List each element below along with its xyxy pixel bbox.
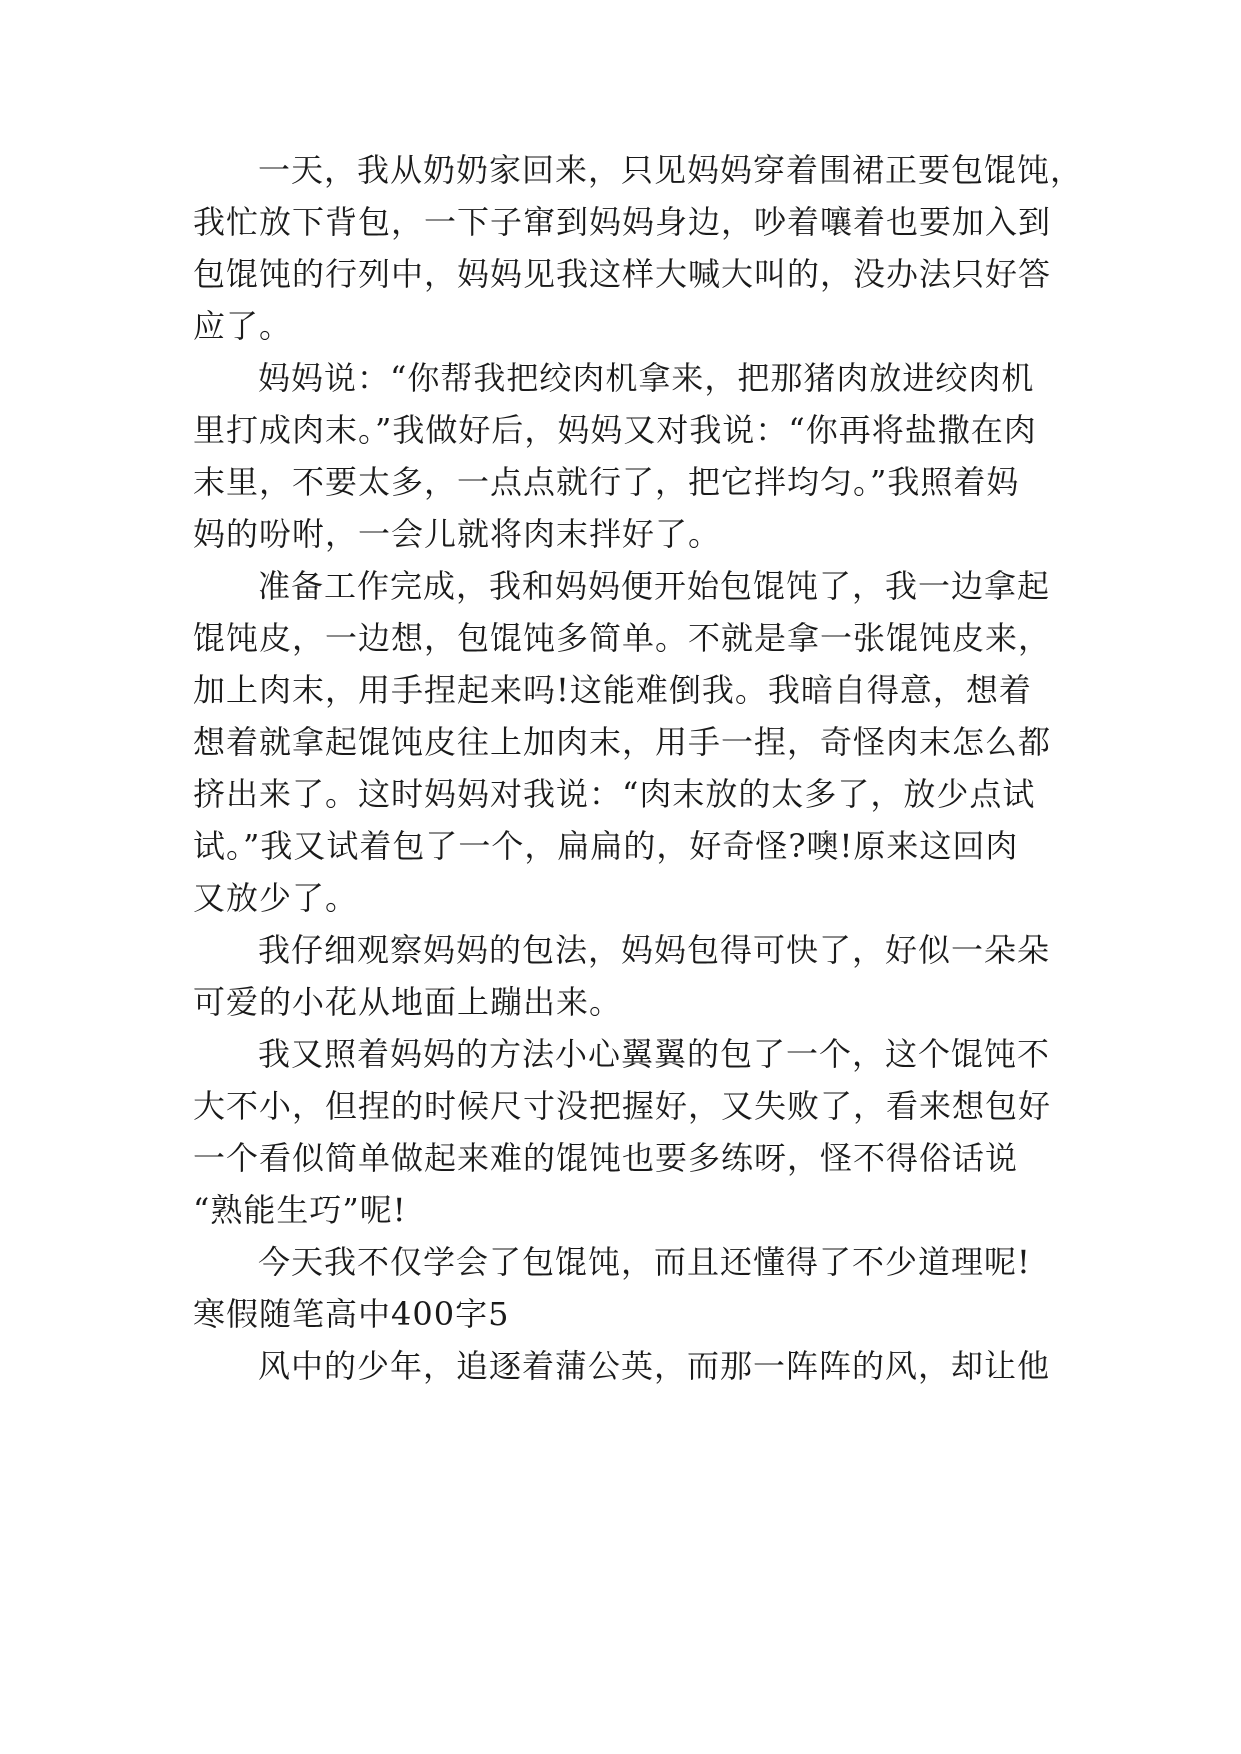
text-line: 一个看似简单做起来难的馄饨也要多练呀，怪不得俗话说 [193,1139,1019,1177]
text-line: 又放少了。 [193,879,359,917]
text-line: 想着就拿起馄饨皮往上加肉末，用手一捏，奇怪肉末怎么都 [193,723,1052,761]
text-line: 今天我不仅学会了包馄饨，而且还懂得了不少道理呢! [258,1243,1031,1281]
text-line: 妈的吩咐，一会儿就将肉末拌好了。 [193,515,722,553]
text-line: 馄饨皮，一边想，包馄饨多简单。不就是拿一张馄饨皮来， [193,619,1052,657]
text-line: 一天，我从奶奶家回来，只见妈妈穿着围裙正要包馄饨， [258,151,1084,189]
text-line: 可爱的小花从地面上蹦出来。 [193,983,623,1021]
text-line: “熟能生巧”呢! [193,1191,407,1229]
text-line: 里打成肉末。”我做好后，妈妈又对我说：“你再将盐撒在肉 [193,411,1037,449]
text-line: 风中的少年，追逐着蒲公英，而那一阵阵的风，却让他 [258,1347,1051,1385]
text-line: 试。”我又试着包了一个，扁扁的，好奇怪?噢!原来这回肉 [193,827,1019,865]
text-line: 加上肉末，用手捏起来吗!这能难倒我。我暗自得意，想着 [193,671,1032,709]
text-line: 我忙放下背包，一下子窜到妈妈身边，吵着嚷着也要加入到 [193,203,1052,241]
text-line: 我又照着妈妈的方法小心翼翼的包了一个，这个馄饨不 [258,1035,1051,1073]
text-line: 包馄饨的行列中，妈妈见我这样大喊大叫的，没办法只好答 [193,255,1052,293]
text-line: 我仔细观察妈妈的包法，妈妈包得可快了，好似一朵朵 [258,931,1051,969]
text-line: 末里，不要太多，一点点就行了，把它拌均匀。”我照着妈 [193,463,1020,501]
text-line: 准备工作完成，我和妈妈便开始包馄饨了，我一边拿起 [258,567,1051,605]
text-line: 妈妈说：“你帮我把绞肉机拿来，把那猪肉放进绞肉机 [258,359,1035,397]
text-line: 应了。 [193,307,293,345]
section-heading: 寒假随笔高中400字5 [193,1295,510,1333]
text-line: 挤出来了。这时妈妈对我说：“肉末放的太多了，放少点试 [193,775,1036,813]
text-line: 大不小，但捏的时候尺寸没把握好，又失败了，看来想包好 [193,1087,1052,1125]
